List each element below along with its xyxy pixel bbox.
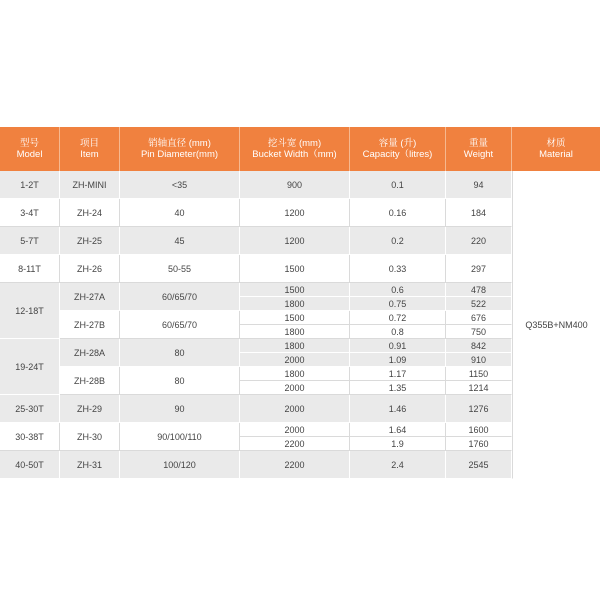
header-weight: 重量 Weight [446,127,512,171]
cell-weight: 184 [446,199,512,227]
cell-pin: 90/100/110 [120,423,240,451]
cell-capacity: 0.16 [350,199,446,227]
cell-weight: 94 [446,171,512,199]
header-capacity: 容量 (升) Capacity（litres) [350,127,446,171]
table-row [0,451,600,479]
cell-model: 19-24T [0,339,60,395]
cell-capacity: 1.64 [350,423,446,437]
cell-item: ZH-26 [60,255,120,283]
cell-weight: 2545 [446,451,512,479]
table-row [0,395,600,423]
cell-weight: 676 [446,311,512,325]
cell-width: 1200 [240,227,350,255]
cell-weight: 522 [446,297,512,311]
cell-model: 40-50T [0,451,60,479]
table-row [0,283,600,297]
table-row [0,199,600,227]
cell-item: ZH-MINI [60,171,120,199]
table-row [0,227,600,255]
header-material: 材质 Material [512,127,600,171]
cell-pin: 80 [120,339,240,367]
cell-capacity: 0.8 [350,325,446,339]
cell-item: ZH-28A [60,339,120,367]
table-row [0,311,600,325]
cell-capacity: 1.09 [350,353,446,367]
cell-pin: <35 [120,171,240,199]
cell-pin: 90 [120,395,240,423]
cell-weight: 842 [446,339,512,353]
cell-pin: 50-55 [120,255,240,283]
cell-capacity: 0.33 [350,255,446,283]
header-pin-diameter: 销轴直径 (mm) Pin Diameter(mm) [120,127,240,171]
cell-model: 8-11T [0,255,60,283]
cell-item: ZH-31 [60,451,120,479]
cell-model: 25-30T [0,395,60,423]
cell-width: 2000 [240,381,350,395]
cell-capacity: 1.46 [350,395,446,423]
spec-sheet [0,127,600,479]
cell-width: 1800 [240,339,350,353]
cell-model: 1-2T [0,171,60,199]
cell-weight: 1214 [446,381,512,395]
cell-capacity: 0.6 [350,283,446,297]
cell-item: ZH-25 [60,227,120,255]
cell-width: 1500 [240,311,350,325]
cell-weight: 910 [446,353,512,367]
cell-item: ZH-29 [60,395,120,423]
cell-width: 1800 [240,325,350,339]
cell-width: 2200 [240,451,350,479]
cell-width: 2000 [240,353,350,367]
cell-model: 12-18T [0,283,60,339]
cell-material: Q355B+NM400 [512,171,600,479]
cell-item: ZH-27B [60,311,120,339]
cell-item: ZH-30 [60,423,120,451]
cell-width: 1200 [240,199,350,227]
cell-model: 3-4T [0,199,60,227]
cell-capacity: 0.2 [350,227,446,255]
cell-weight: 1600 [446,423,512,437]
spec-table [0,127,600,479]
cell-capacity: 0.75 [350,297,446,311]
cell-weight: 297 [446,255,512,283]
cell-width: 1800 [240,297,350,311]
cell-item: ZH-24 [60,199,120,227]
cell-weight: 478 [446,283,512,297]
table-row [0,339,600,353]
cell-pin: 80 [120,367,240,395]
cell-pin: 60/65/70 [120,311,240,339]
cell-width: 2000 [240,395,350,423]
header-row [0,127,600,171]
cell-width: 1500 [240,283,350,297]
cell-capacity: 0.72 [350,311,446,325]
cell-capacity: 1.17 [350,367,446,381]
cell-weight: 1760 [446,437,512,451]
cell-model: 30-38T [0,423,60,451]
cell-width: 1800 [240,367,350,381]
cell-weight: 750 [446,325,512,339]
cell-weight: 1150 [446,367,512,381]
cell-pin: 40 [120,199,240,227]
cell-item: ZH-28B [60,367,120,395]
table-row [0,423,600,437]
cell-pin: 45 [120,227,240,255]
cell-weight: 1276 [446,395,512,423]
cell-width: 2000 [240,423,350,437]
cell-pin: 60/65/70 [120,283,240,311]
table-row [0,255,600,283]
header-model: 型号 Model [0,127,60,171]
cell-capacity: 1.35 [350,381,446,395]
header-bucket-width: 挖斗宽 (mm) Bucket Width（mm) [240,127,350,171]
cell-width: 900 [240,171,350,199]
cell-width: 1500 [240,255,350,283]
table-row [0,367,600,381]
cell-capacity: 0.1 [350,171,446,199]
cell-capacity: 2.4 [350,451,446,479]
cell-capacity: 1.9 [350,437,446,451]
header-item: 项目 Item [60,127,120,171]
cell-pin: 100/120 [120,451,240,479]
cell-model: 5-7T [0,227,60,255]
table-row [0,171,600,199]
cell-width: 2200 [240,437,350,451]
cell-weight: 220 [446,227,512,255]
cell-capacity: 0.91 [350,339,446,353]
cell-item: ZH-27A [60,283,120,311]
